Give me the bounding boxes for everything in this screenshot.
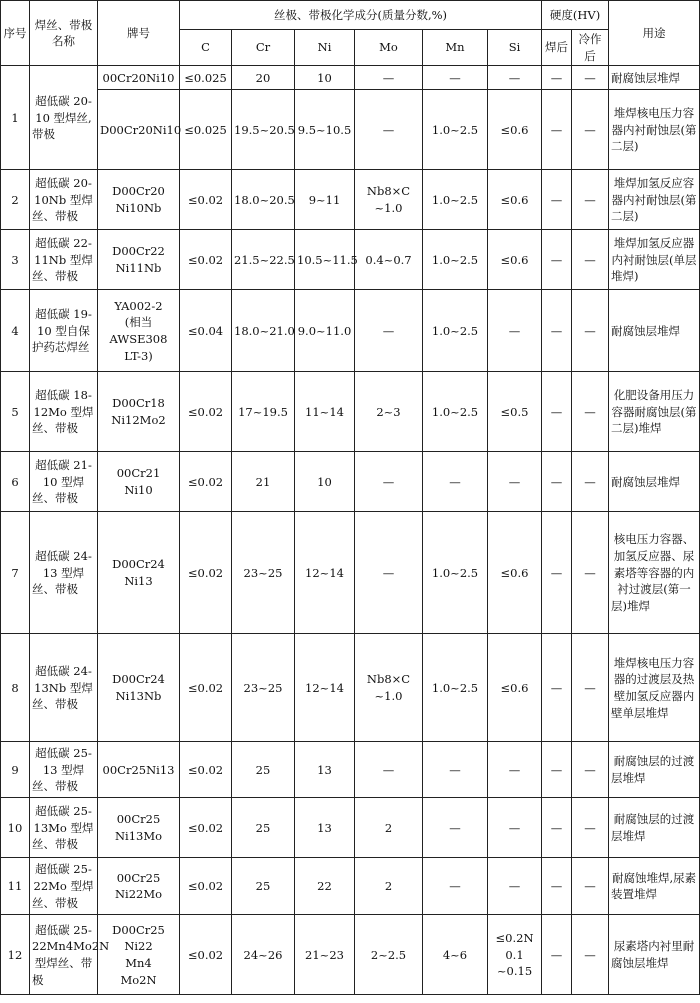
element-cr-cell: 25: [232, 742, 295, 798]
element-mo-cell: [355, 742, 423, 798]
element-mn-cell: 4~6: [423, 915, 488, 995]
element-cr-cell: 18.0~21.0: [232, 290, 295, 372]
row-number: 1: [1, 66, 30, 170]
cell-line: ~0.15: [496, 964, 533, 979]
header-element-si: Si: [488, 30, 542, 66]
hardness-welded-cell: —: [542, 372, 572, 452]
wire-name: 超低碳 22-11Nb 型焊丝、带极: [30, 230, 98, 290]
hardness-welded-cell: —: [542, 742, 572, 798]
cell-line: Mo2N: [120, 972, 157, 987]
use-cell: 堆焊加氢反应器内衬耐蚀层(单层堆焊): [609, 230, 700, 290]
element-mo-cell: —: [355, 66, 423, 90]
element-cr-cell: 20: [232, 66, 295, 90]
element-mo-cell: [355, 915, 423, 995]
cell-line: Nb8×C: [366, 184, 411, 199]
cell-line: D00Cr20: [112, 184, 165, 199]
element-si-cell: ≤0.6: [488, 634, 542, 742]
grade-cell: [98, 372, 180, 452]
table-row: [1, 858, 700, 915]
header-composition: 丝极、带极化学成分(质量分数,%): [180, 1, 542, 30]
cell-line: 0.1: [505, 947, 524, 962]
cell-line: AWSE308: [109, 331, 168, 346]
element-mo-cell: [355, 798, 423, 858]
element-cr-cell: 25: [232, 858, 295, 915]
cell-line: Ni22Mo: [114, 887, 163, 902]
element-mn-cell: 1.0~2.5: [423, 372, 488, 452]
element-mn-cell: 1.0~2.5: [423, 512, 488, 634]
hardness-coldworked-cell: —: [572, 66, 609, 90]
element-mo-cell: [355, 230, 423, 290]
hardness-welded-cell: —: [542, 512, 572, 634]
cell-line: Ni12Mo2: [111, 412, 166, 427]
element-cr-cell: 23~25: [232, 634, 295, 742]
grade-cell: [98, 66, 180, 90]
element-ni-cell: 11~14: [295, 372, 355, 452]
element-si-cell: —: [488, 742, 542, 798]
cell-line: ~1.0: [374, 200, 403, 215]
hardness-coldworked-cell: —: [572, 798, 609, 858]
row-number: 8: [1, 634, 30, 742]
use-cell: 耐腐蚀层的过渡层堆焊: [609, 798, 700, 858]
element-mo-cell: [355, 372, 423, 452]
use-cell: 堆焊核电压力容器内衬耐蚀层(第二层): [609, 90, 700, 170]
table-body: [1, 66, 700, 995]
cell-line: Ni13Mo: [114, 828, 163, 843]
element-si-cell: ≤0.6: [488, 90, 542, 170]
element-cr-cell: 21.5~22.5: [232, 230, 295, 290]
cell-line: Ni13Nb: [115, 688, 162, 703]
element-ni-cell: 9.5~10.5: [295, 90, 355, 170]
cell-line: ~1.0: [374, 688, 403, 703]
element-c-cell: ≤0.02: [180, 858, 232, 915]
wire-name: 超低碳 20-10Nb 型焊丝、带极: [30, 170, 98, 230]
element-si-cell: —: [488, 798, 542, 858]
header-hardness-coldworked: 冷作后: [572, 30, 609, 66]
cell-line: —: [382, 762, 395, 777]
cell-line: LT-3): [124, 348, 153, 363]
element-mo-cell: [355, 452, 423, 512]
grade-cell: [98, 512, 180, 634]
grade-cell: [98, 452, 180, 512]
element-cr-cell: 19.5~20.5: [232, 90, 295, 170]
element-mn-cell: —: [423, 858, 488, 915]
grade-cell: [98, 634, 180, 742]
wire-name: 超低碳 20-10 型焊丝,带极: [30, 66, 98, 170]
element-si-cell: —: [488, 66, 542, 90]
use-cell: 耐腐蚀堆焊,尿素装置堆焊: [609, 858, 700, 915]
cell-line: 2~3: [376, 404, 401, 419]
use-cell: 耐腐蚀层堆焊: [609, 452, 700, 512]
cell-line: 00Cr25: [116, 812, 161, 827]
cell-line: 00Cr25: [116, 870, 161, 885]
cell-line: Ni11Nb: [115, 260, 162, 275]
element-mo-cell: [355, 170, 423, 230]
hardness-coldworked-cell: —: [572, 230, 609, 290]
use-cell: 耐腐蚀层的过渡层堆焊: [609, 742, 700, 798]
cell-line: 00Cr25Ni13: [102, 762, 175, 777]
element-ni-cell: 9~11: [295, 170, 355, 230]
element-mo-cell: [355, 634, 423, 742]
element-mn-cell: —: [423, 798, 488, 858]
use-cell: 耐腐蚀层堆焊: [609, 290, 700, 372]
cell-line: Mn4: [125, 955, 152, 970]
row-number: 7: [1, 512, 30, 634]
hardness-welded-cell: —: [542, 915, 572, 995]
element-ni-cell: 22: [295, 858, 355, 915]
cell-line: 0.4~0.7: [365, 252, 412, 267]
element-c-cell: ≤0.025: [180, 90, 232, 170]
header-no: 序号: [1, 1, 30, 66]
cell-line: Ni10: [124, 482, 153, 497]
element-ni-cell: 10.5~11.5: [295, 230, 355, 290]
element-mn-cell: 1.0~2.5: [423, 90, 488, 170]
table-row: [1, 452, 700, 512]
wire-name: 超低碳 21-10 型焊丝、带极: [30, 452, 98, 512]
hardness-welded-cell: —: [542, 66, 572, 90]
element-c-cell: ≤0.02: [180, 170, 232, 230]
grade-cell: [98, 742, 180, 798]
wire-name: 超低碳 25-13Mo 型焊丝、带极: [30, 798, 98, 858]
hardness-welded-cell: —: [542, 798, 572, 858]
element-ni-cell: 10: [295, 66, 355, 90]
row-number: 2: [1, 170, 30, 230]
element-ni-cell: 9.0~11.0: [295, 290, 355, 372]
element-cr-cell: 24~26: [232, 915, 295, 995]
element-si-cell: —: [488, 290, 542, 372]
grade-cell: [98, 798, 180, 858]
element-si-cell: ≤0.6: [488, 230, 542, 290]
element-c-cell: ≤0.02: [180, 915, 232, 995]
cell-line: YA002-2: [114, 298, 163, 313]
hardness-coldworked-cell: —: [572, 90, 609, 170]
cell-line: D00Cr24: [112, 672, 165, 687]
grade-cell: [98, 858, 180, 915]
element-mo-cell: [355, 858, 423, 915]
element-c-cell: ≤0.02: [180, 634, 232, 742]
header-element-mo: Mo: [355, 30, 423, 66]
cell-line: —: [382, 323, 395, 338]
hardness-coldworked-cell: —: [572, 372, 609, 452]
wire-name: 超低碳 24-13Nb 型焊丝、带极: [30, 634, 98, 742]
use-cell: 尿素塔内衬里耐腐蚀层堆焊: [609, 915, 700, 995]
element-mn-cell: 1.0~2.5: [423, 634, 488, 742]
header-name: 焊丝、带极名称: [30, 1, 98, 66]
cell-line: 2~2.5: [370, 947, 407, 962]
table-row: [1, 230, 700, 290]
element-ni-cell: 12~14: [295, 512, 355, 634]
header-element-cr: Cr: [232, 30, 295, 66]
element-mn-cell: 1.0~2.5: [423, 230, 488, 290]
element-si-cell: ≤0.6: [488, 512, 542, 634]
element-c-cell: ≤0.02: [180, 742, 232, 798]
element-mn-cell: 1.0~2.5: [423, 170, 488, 230]
wire-name: 超低碳 25-22Mo 型焊丝、带极: [30, 858, 98, 915]
element-ni-cell: 13: [295, 742, 355, 798]
cell-line: D00Cr20Ni10: [100, 122, 182, 137]
hardness-welded-cell: —: [542, 90, 572, 170]
element-si-cell: —: [488, 452, 542, 512]
element-mo-cell: —: [355, 90, 423, 170]
element-cr-cell: 23~25: [232, 512, 295, 634]
hardness-welded-cell: —: [542, 170, 572, 230]
use-cell: 化肥设备用压力容器耐腐蚀层(第二层)堆焊: [609, 372, 700, 452]
row-number: 3: [1, 230, 30, 290]
hardness-coldworked-cell: —: [572, 858, 609, 915]
element-si-cell: ≤0.5: [488, 372, 542, 452]
grade-cell: [98, 230, 180, 290]
row-number: 4: [1, 290, 30, 372]
row-number: 12: [1, 915, 30, 995]
wire-name: 超低碳 18-12Mo 型焊丝、带极: [30, 372, 98, 452]
cell-line: Ni13: [124, 573, 153, 588]
table-row: [1, 66, 700, 90]
table-row: [1, 634, 700, 742]
grade-cell: [98, 915, 180, 995]
table-row: [1, 915, 700, 995]
element-c-cell: ≤0.04: [180, 290, 232, 372]
element-c-cell: ≤0.02: [180, 798, 232, 858]
cell-line: D00Cr18: [112, 396, 165, 411]
cell-line: (相当: [124, 315, 153, 330]
row-number: 10: [1, 798, 30, 858]
element-ni-cell: 13: [295, 798, 355, 858]
table-row: [1, 90, 700, 170]
cell-line: Nb8×C: [366, 672, 411, 687]
use-cell: 核电压力容器、加氢反应器、尿素塔等容器的内衬过渡层(第一层)堆焊: [609, 512, 700, 634]
table-row: [1, 290, 700, 372]
cell-line: D00Cr24: [112, 557, 165, 572]
element-si-cell: ≤0.6: [488, 170, 542, 230]
element-cr-cell: 21: [232, 452, 295, 512]
use-cell: 堆焊核电压力容器的过渡层及热壁加氢反应器内壁单层堆焊: [609, 634, 700, 742]
table-row: [1, 742, 700, 798]
element-c-cell: ≤0.02: [180, 230, 232, 290]
element-ni-cell: 10: [295, 452, 355, 512]
row-number: 6: [1, 452, 30, 512]
table-row: [1, 798, 700, 858]
table-row: [1, 512, 700, 634]
element-mn-cell: —: [423, 66, 488, 90]
row-number: 5: [1, 372, 30, 452]
table-row: [1, 372, 700, 452]
cell-line: 00Cr21: [116, 466, 161, 481]
header-element-mn: Mn: [423, 30, 488, 66]
cell-line: 00Cr20Ni10: [102, 70, 175, 85]
element-cr-cell: 17~19.5: [232, 372, 295, 452]
element-mo-cell: [355, 290, 423, 372]
element-c-cell: ≤0.02: [180, 372, 232, 452]
cell-line: —: [382, 474, 395, 489]
cell-line: D00Cr22: [112, 244, 165, 259]
hardness-welded-cell: —: [542, 634, 572, 742]
wire-name: 超低碳 19-10 型自保护药芯焊丝: [30, 290, 98, 372]
element-mn-cell: —: [423, 742, 488, 798]
hardness-coldworked-cell: —: [572, 452, 609, 512]
element-cr-cell: 18.0~20.5: [232, 170, 295, 230]
hardness-coldworked-cell: —: [572, 170, 609, 230]
cell-line: Ni10Nb: [115, 200, 162, 215]
use-cell: 堆焊加氢反应容器内衬耐蚀层(第二层): [609, 170, 700, 230]
grade-cell: [98, 290, 180, 372]
cell-line: 2: [384, 820, 393, 835]
header-hardness-welded: 焊后: [542, 30, 572, 66]
wire-name: 超低碳 24-13 型焊丝、带极: [30, 512, 98, 634]
wire-name: 超低碳 25-22Mn4Mo2N 型焊丝、带极: [30, 915, 98, 995]
element-mo-cell: [355, 512, 423, 634]
element-ni-cell: 21~23: [295, 915, 355, 995]
cell-line: D00Cr25: [112, 922, 165, 937]
hardness-welded-cell: —: [542, 290, 572, 372]
row-number: 11: [1, 858, 30, 915]
wire-name: 超低碳 25-13 型焊丝、带极: [30, 742, 98, 798]
hardness-coldworked-cell: —: [572, 915, 609, 995]
element-si-cell: [488, 915, 542, 995]
cell-line: Ni22: [124, 939, 153, 954]
row-number: 9: [1, 742, 30, 798]
element-mn-cell: 1.0~2.5: [423, 290, 488, 372]
element-si-cell: —: [488, 858, 542, 915]
hardness-coldworked-cell: —: [572, 634, 609, 742]
cell-line: ≤0.2N: [495, 930, 534, 945]
hardness-welded-cell: —: [542, 452, 572, 512]
header-grade: 牌号: [98, 1, 180, 66]
hardness-welded-cell: —: [542, 230, 572, 290]
grade-cell: [98, 90, 180, 170]
hardness-coldworked-cell: —: [572, 512, 609, 634]
element-cr-cell: 25: [232, 798, 295, 858]
header-use: 用途: [609, 1, 700, 66]
hardness-coldworked-cell: —: [572, 742, 609, 798]
table-row: [1, 170, 700, 230]
hardness-coldworked-cell: —: [572, 290, 609, 372]
header-hardness: 硬度(HV): [542, 1, 609, 30]
grade-cell: [98, 170, 180, 230]
element-c-cell: ≤0.025: [180, 66, 232, 90]
element-c-cell: ≤0.02: [180, 452, 232, 512]
use-cell: 耐腐蚀层堆焊: [609, 66, 700, 90]
header-element-c: C: [180, 30, 232, 66]
header-element-ni: Ni: [295, 30, 355, 66]
cell-line: —: [382, 565, 395, 580]
element-c-cell: ≤0.02: [180, 512, 232, 634]
element-ni-cell: 12~14: [295, 634, 355, 742]
hardness-welded-cell: —: [542, 858, 572, 915]
element-mn-cell: —: [423, 452, 488, 512]
cell-line: 2: [384, 879, 393, 893]
